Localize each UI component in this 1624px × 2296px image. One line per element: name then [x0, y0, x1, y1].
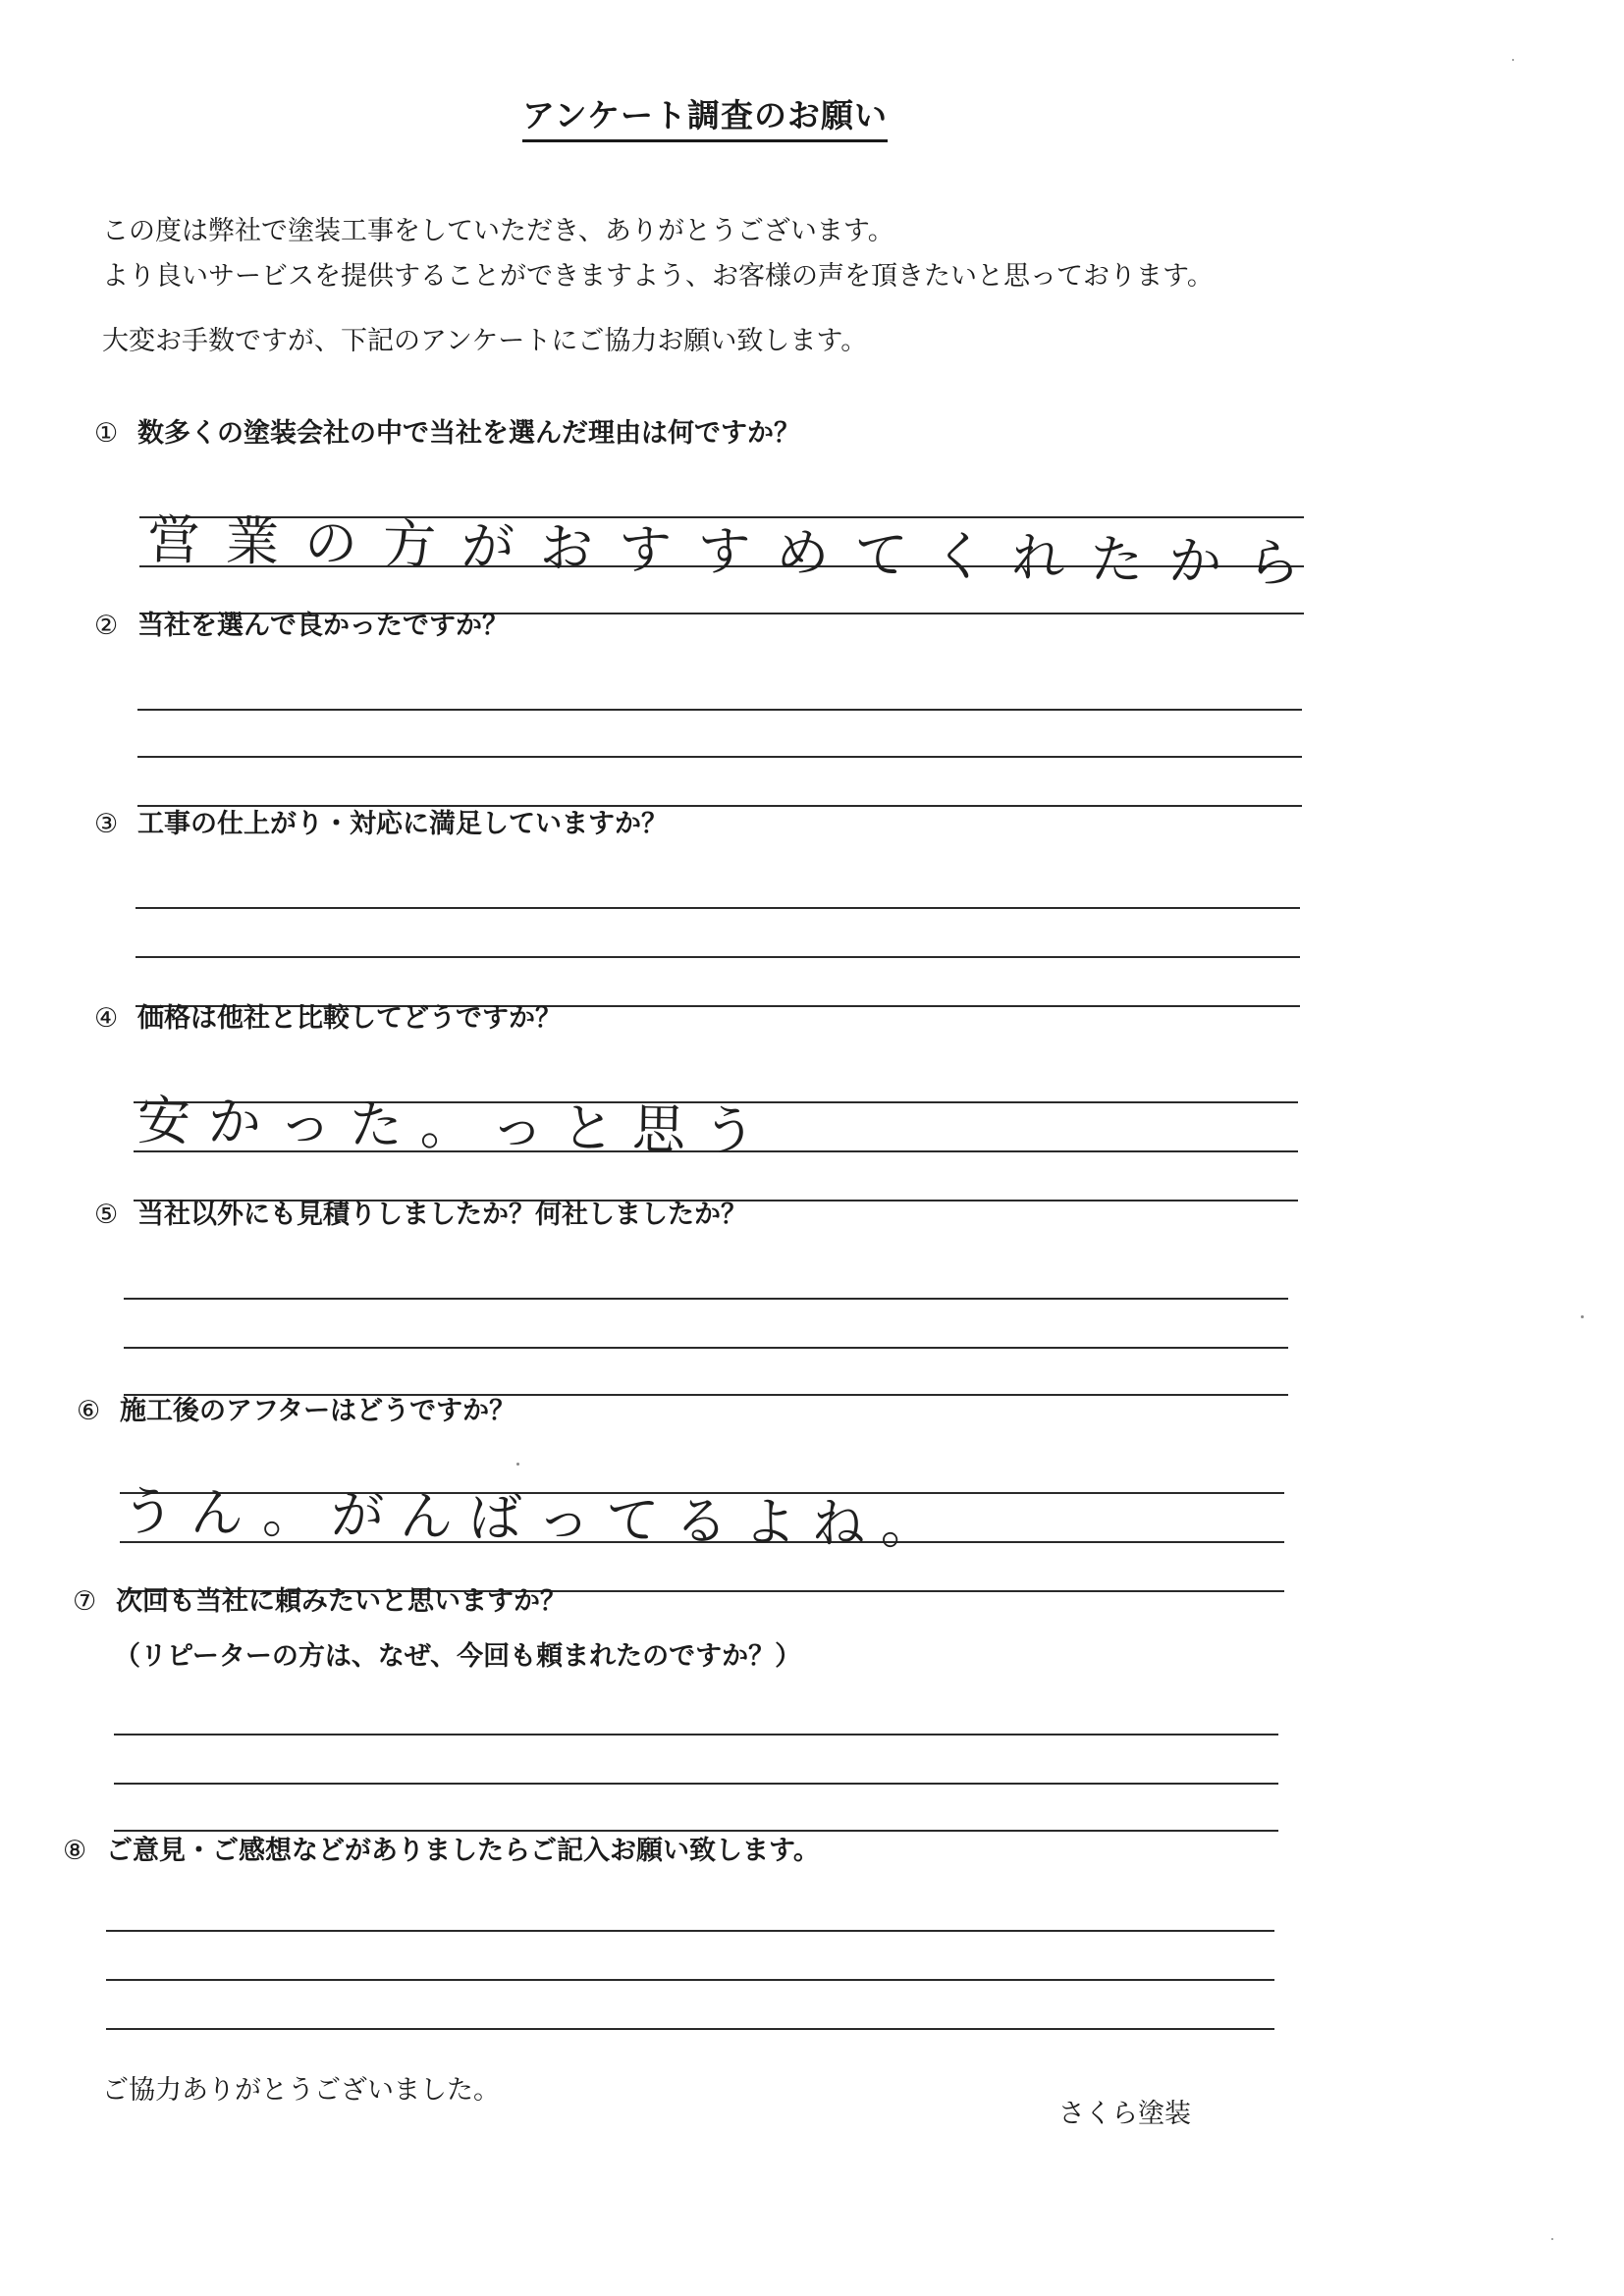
- question-2: [94, 609, 509, 644]
- answer-line: [124, 1298, 1288, 1300]
- question-text: 当社を選んで良かったですか？: [137, 611, 509, 641]
- answer-line: [135, 956, 1300, 958]
- intro-line-3: 大変お手数ですが、下記のアンケートにご協力お願い致します。: [102, 326, 868, 356]
- question-text: 当社以外にも見積りしましたか？何社しましたか？: [137, 1200, 747, 1230]
- question-number: ②: [94, 611, 119, 641]
- closing-message: ご協力ありがとうございました。: [102, 2075, 500, 2106]
- answer-line: [124, 1347, 1288, 1349]
- question-text: 工事の仕上がり・対応に満足していますか？: [137, 809, 668, 839]
- answer-line: [114, 1734, 1278, 1735]
- answer-line: [137, 709, 1302, 711]
- handwritten-answer-1: 営業の方がおすすめてくれたから: [146, 508, 1326, 596]
- question-text: 施工後のアフターはどうですか？: [120, 1396, 516, 1426]
- question-number: ④: [94, 1003, 119, 1034]
- page-title: アンケート調査のお願い: [522, 94, 888, 142]
- handwritten-answer-6: うん。がんばってるよね。: [121, 1480, 950, 1557]
- question-text: 数多くの塗装会社の中で当社を選んだ理由は何ですか？: [137, 418, 800, 449]
- scan-speck: [1581, 1315, 1584, 1318]
- question-text: ご意見・ご感想などがありましたらご記入お願い致します。: [106, 1836, 820, 1866]
- intro-line-1: この度は弊社で塗装工事をしていただき、ありがとうございます。: [102, 216, 894, 246]
- answer-line: [106, 2028, 1274, 2030]
- answer-line: [106, 1930, 1274, 1932]
- question-number: ①: [94, 418, 119, 449]
- question-1: [94, 416, 800, 452]
- answer-line: [106, 1979, 1274, 1981]
- question-text: 価格は他社と比較してどうですか？: [137, 1003, 562, 1034]
- answer-line: [135, 907, 1300, 909]
- question-3: [94, 807, 668, 842]
- question-number: ③: [94, 809, 119, 839]
- question-number: ⑤: [94, 1200, 119, 1230]
- question-7: [73, 1584, 567, 1620]
- handwritten-answer-4: 安かった。っと思う: [136, 1090, 775, 1163]
- question-number: ⑥: [77, 1396, 101, 1426]
- question-8: [63, 1834, 820, 1869]
- question-number: ⑦: [73, 1586, 97, 1617]
- question-7-note: （リピーターの方は、なぜ、今回も頼まれたのですか？）: [114, 1641, 802, 1672]
- answer-line: [114, 1830, 1278, 1832]
- answer-line: [137, 756, 1302, 758]
- question-6: [77, 1394, 515, 1429]
- company-name: さくら塗装: [1058, 2099, 1191, 2129]
- scan-speck: [1551, 2238, 1553, 2240]
- intro-line-2: より良いサービスを提供することができますよう、お客様の声を頂きたいと思っております。: [102, 261, 1214, 292]
- question-number: ⑧: [63, 1836, 87, 1866]
- question-text: 次回も当社に頼みたいと思いますか？: [116, 1586, 567, 1617]
- scan-speck: [1512, 59, 1514, 61]
- question-4: [94, 1001, 562, 1037]
- answer-line: [114, 1783, 1278, 1785]
- scan-speck: [516, 1463, 519, 1466]
- question-5: [94, 1198, 747, 1233]
